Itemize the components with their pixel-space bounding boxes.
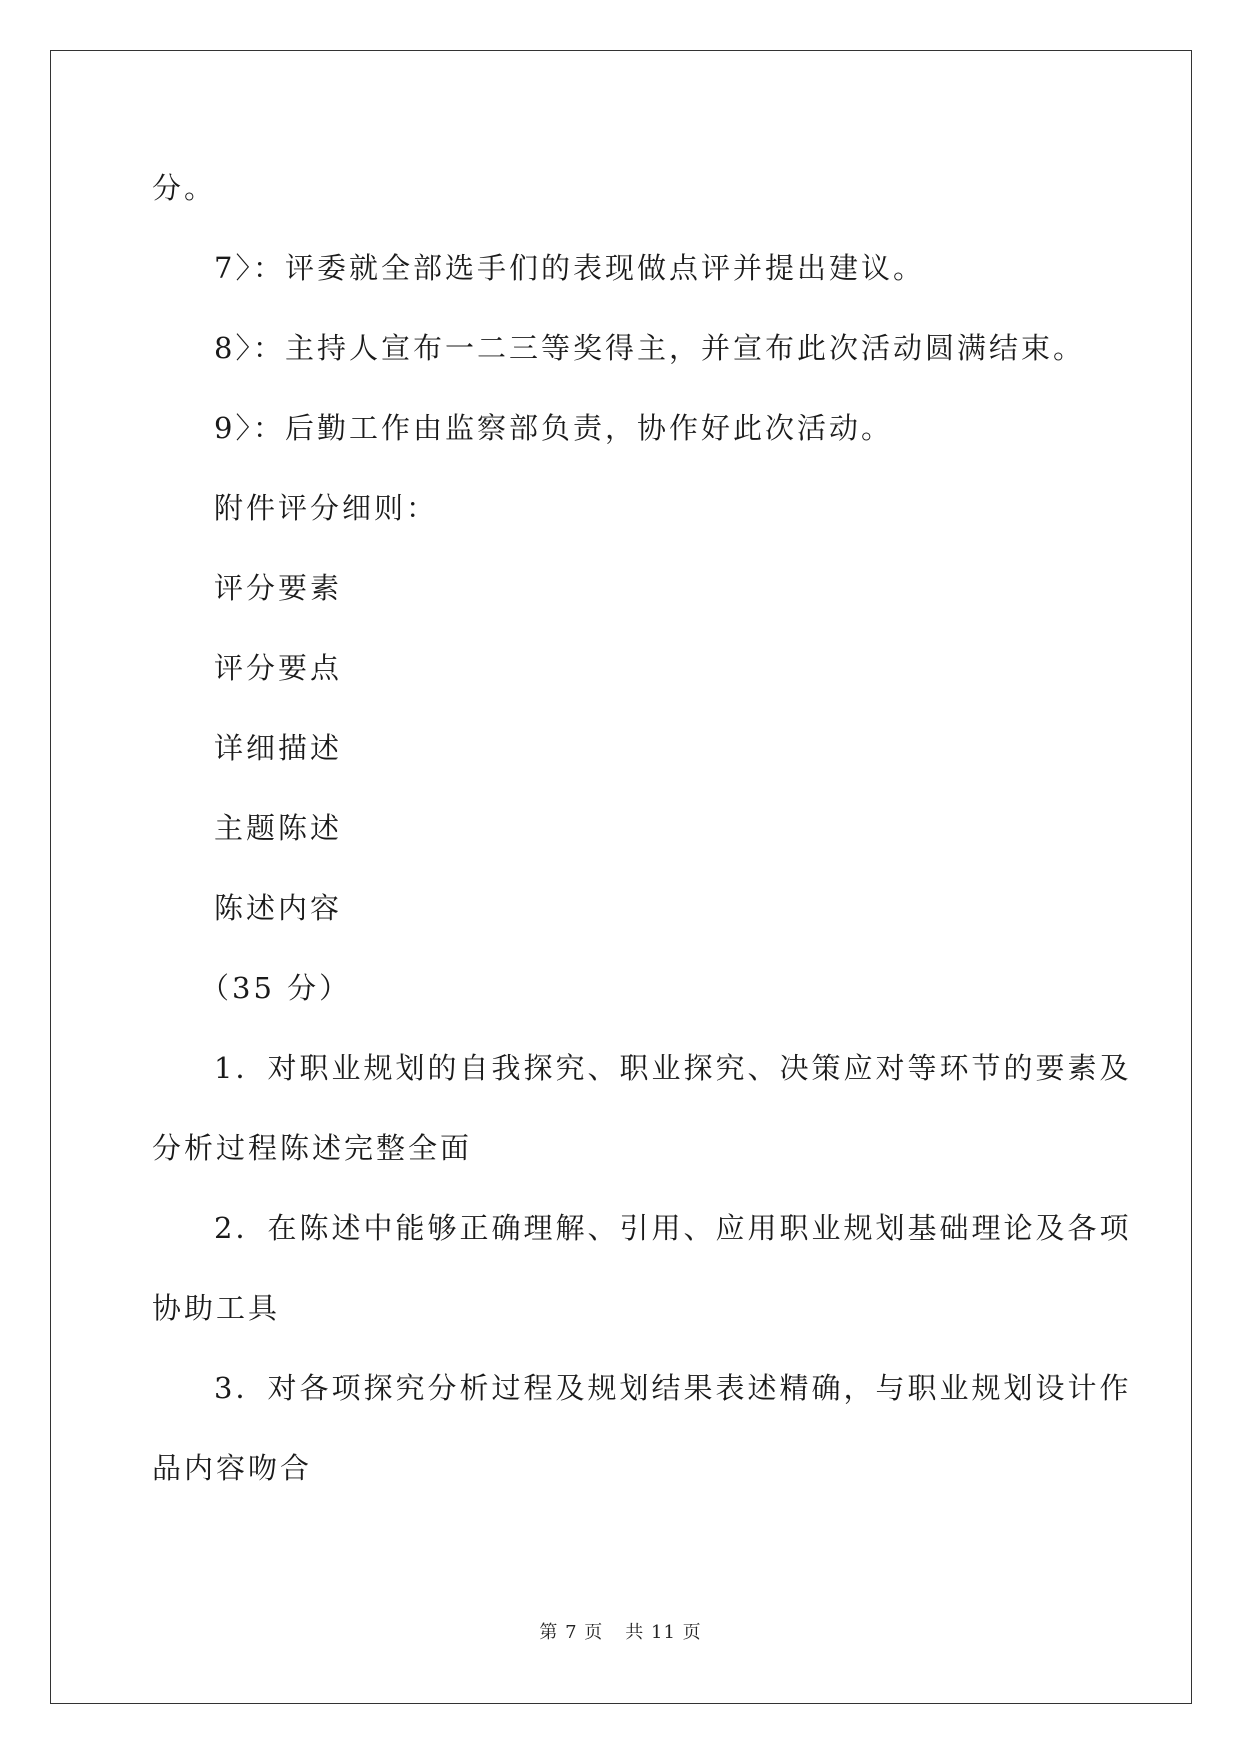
text-line: 8〉：主持人宣布一二三等奖得主，并宣布此次活动圆满结束。 [214, 331, 1085, 365]
text-line: 2．在陈述中能够正确理解、引用、应用职业规划基础理论及各项 [214, 1211, 1132, 1245]
text-line: （35 分） [200, 971, 352, 1005]
page-number-current: 第 7 页 [539, 1622, 604, 1643]
text-line: 分。 [152, 171, 217, 205]
text-line: 9〉：后勤工作由监察部负责，协作好此次活动。 [214, 411, 893, 445]
text-line: 主题陈述 [214, 811, 343, 845]
text-line: 附件评分细则： [214, 491, 439, 525]
text-line: 详细描述 [214, 731, 343, 765]
text-line: 品内容吻合 [152, 1451, 313, 1485]
text-line: 3．对各项探究分析过程及规划结果表述精确，与职业规划设计作 [214, 1371, 1132, 1405]
text-line: 评分要点 [214, 651, 343, 685]
page-footer [0, 1618, 1241, 1644]
text-line: 评分要素 [214, 571, 343, 605]
text-line: 分析过程陈述完整全面 [152, 1131, 473, 1165]
text-line: 1．对职业规划的自我探究、职业探究、决策应对等环节的要素及 [214, 1051, 1132, 1085]
text-line: 7〉：评委就全部选手们的表现做点评并提出建议。 [214, 251, 925, 285]
text-line: 协助工具 [152, 1291, 281, 1325]
text-line: 陈述内容 [214, 891, 343, 925]
page-number-total: 共 11 页 [625, 1622, 702, 1643]
